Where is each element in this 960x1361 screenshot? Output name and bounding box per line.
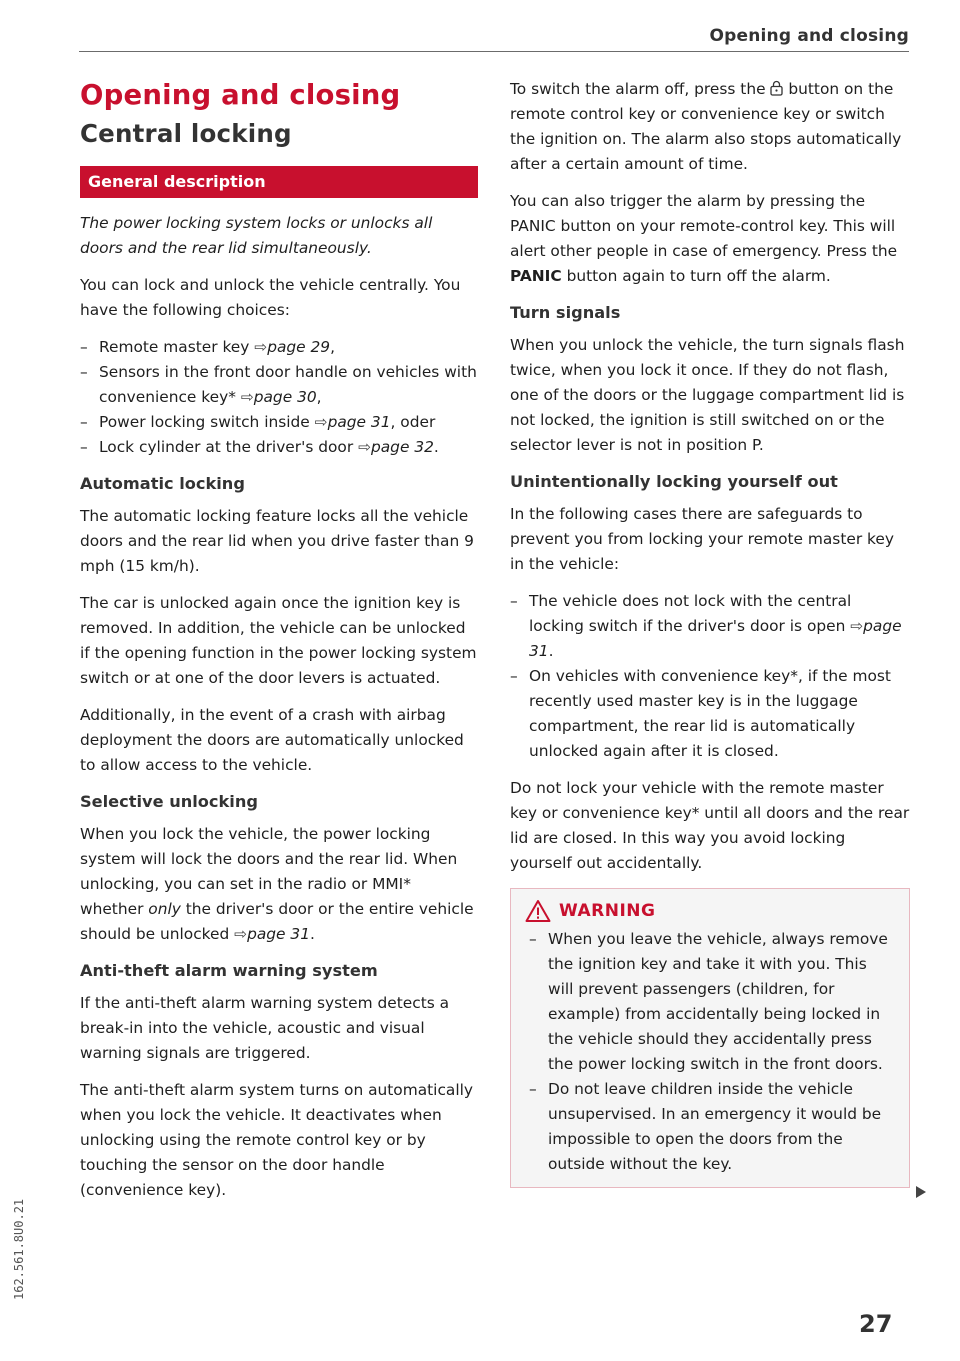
page-number: 27 xyxy=(859,1310,893,1338)
warning-box xyxy=(510,888,910,1188)
left-column xyxy=(80,78,478,1215)
paragraph: The anti-theft alarm system turns on automatically when you lock the vehicle. It deactivates when unlocking using the remote control key or by touching the sensor on the door handle (convenience key). xyxy=(80,1081,474,1199)
lock-button-icon xyxy=(770,80,783,96)
list-item: – The vehicle does not lock with the central locking switch if the driver's door is open ⇨page 31. xyxy=(510,589,910,664)
heading-automatic-locking: Automatic locking xyxy=(80,474,245,493)
page-ref-arrow-icon: ⇨ xyxy=(358,438,371,456)
page-ref-arrow-icon: ⇨ xyxy=(240,388,254,406)
page-reference-link[interactable]: page 32 xyxy=(370,438,434,456)
page-reference-link[interactable]: page 30 xyxy=(253,388,317,406)
chapter-title: Opening and closing xyxy=(80,79,401,111)
warning-triangle-icon xyxy=(525,899,551,923)
paragraph: To switch the alarm off, press the button on the remote control key or convenience key or switch the ignition on. The alarm also stops automatically after a certain amount of time. xyxy=(510,80,902,173)
continue-arrow-icon xyxy=(916,1186,926,1198)
right-column xyxy=(510,77,910,1188)
page-ref-arrow-icon: ⇨ xyxy=(254,338,268,356)
warning-header xyxy=(511,889,909,927)
paragraph: If the anti-theft alarm warning system detects a break-in into the vehicle, acoustic and visual warning signals are triggered. xyxy=(80,994,450,1062)
document-code: 162.561.8U0.21 xyxy=(12,1198,26,1300)
list-item: – On vehicles with convenience key*, if the most recently used master key is in the luggage compartment, the rear lid is automatically unlocked again after it is closed. xyxy=(510,664,910,764)
paragraph: You can lock and unlock the vehicle centrally. You have the following choices: xyxy=(80,276,461,319)
page-ref-arrow-icon: ⇨ xyxy=(314,413,328,431)
list-item: – Power locking switch inside ⇨page 31, oder xyxy=(80,410,478,435)
heading-unintentionally-locking: Unintentionally locking yourself out xyxy=(510,472,838,491)
paragraph: In the following cases there are safeguards to prevent you from locking your remote master key in the vehicle: xyxy=(510,505,894,573)
page-ref-arrow-icon: ⇨ xyxy=(850,617,864,635)
list-item: – Remote master key ⇨page 29, xyxy=(80,335,478,360)
section-title: Central locking xyxy=(80,119,292,148)
paragraph: When you unlock the vehicle, the turn signals flash twice, when you lock it once. If they do not flash, one of the doors or the luggage compartment lid is not locked, the ignition is still switched on or the selector lever is not in position P. xyxy=(510,336,905,454)
locking-choices-list xyxy=(80,335,478,460)
paragraph: Do not lock your vehicle with the remote master key or convenience key* until all doors and the rear lid are closed. In this way you avoid locking yourself out accidentally. xyxy=(510,779,910,872)
paragraph: The automatic locking feature locks all the vehicle doors and the rear lid when you drive faster than 9 mph (15 km/h). xyxy=(80,507,474,575)
safeguards-list xyxy=(510,589,910,764)
paragraph: When you lock the vehicle, the power locking system will lock the doors and the rear lid. When unlocking, you can set in the radio or MMI* whether only the driver's door or the entire vehicle should be unlocked ⇨page 31. xyxy=(80,825,474,943)
heading-turn-signals: Turn signals xyxy=(510,303,621,322)
header-rule xyxy=(79,51,909,52)
paragraph: Additionally, in the event of a crash with airbag deployment the doors are automatically unlocked to allow access to the vehicle. xyxy=(80,706,464,774)
list-item: – Lock cylinder at the driver's door ⇨page 32. xyxy=(80,435,478,460)
paragraph: You can also trigger the alarm by pressing the PANIC button on your remote-control key. This will alert other people in case of emergency. Press the PANIC button again to turn off the alarm. xyxy=(510,192,898,285)
subsection-bar: General description xyxy=(80,166,478,198)
warning-title: WARNING xyxy=(559,901,656,921)
list-item: – When you leave the vehicle, always remove the ignition key and take it with you. This will prevent passengers (children, for example) from accidentally being locked in the vehicle should they accidentally press the power locking switch in the front doors. xyxy=(529,927,897,1077)
list-item: – Do not leave children inside the vehicle unsupervised. In an emergency it would be impossible to open the doors from the outside without the key. xyxy=(529,1077,897,1177)
intro-text: The power locking system locks or unlocks all doors and the rear lid simultaneously. xyxy=(80,214,433,257)
list-item: – Sensors in the front door handle on vehicles with convenience key* ⇨page 30, xyxy=(80,360,478,410)
page-reference-link[interactable]: page 29 xyxy=(267,338,331,356)
page-reference-link[interactable]: page 31 xyxy=(529,617,902,660)
heading-anti-theft: Anti-theft alarm warning system xyxy=(80,961,378,980)
page-ref-arrow-icon: ⇨ xyxy=(234,925,248,943)
paragraph: The car is unlocked again once the ignition key is removed. In addition, the vehicle can be unlocked if the opening function in the power locking system switch or at one of the door levers is actuated. xyxy=(80,594,477,687)
heading-selective-unlocking: Selective unlocking xyxy=(80,792,258,811)
page-reference-link[interactable]: page 31 xyxy=(247,925,310,943)
running-head: Opening and closing xyxy=(709,26,909,46)
warning-list xyxy=(511,927,909,1187)
page-reference-link[interactable]: page 31 xyxy=(327,413,391,431)
